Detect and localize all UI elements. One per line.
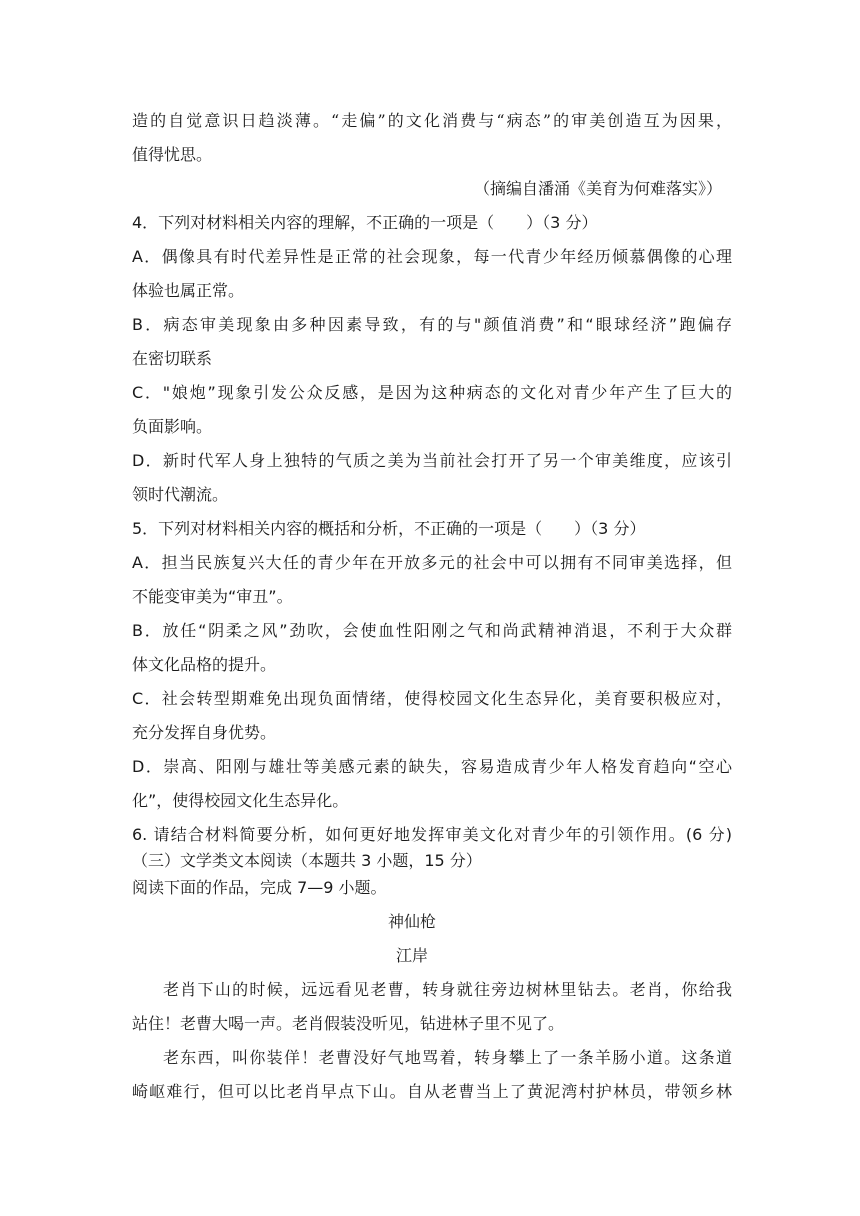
option-line: 负面影响。 — [132, 417, 213, 436]
option-line: 不能变审美为“审丑”。 — [132, 587, 293, 606]
option-line: 在密切联系 — [132, 349, 213, 368]
question-4: 4．下列对材料相关内容的理解，不正确的一项是（ ）（3 分） — [132, 213, 598, 232]
option-line: 体文化品格的提升。 — [132, 655, 277, 674]
story-author: 江岸 — [395, 946, 428, 965]
text-line: 值得忧思。 — [132, 145, 213, 164]
source-citation: （摘编自潘涌《美育为何难落实》） — [473, 179, 722, 198]
option-line: D．崇高、阳刚与雄壮等美感元素的缺失，容易造成青少年人格发育趋向“空心 — [132, 757, 732, 776]
story-title: 神仙枪 — [387, 912, 436, 931]
text-line: 造的自觉意识日趋淡薄。“走偏”的文化消费与“病态”的审美创造互为因果， — [132, 111, 732, 130]
option-line: 体验也属正常。 — [132, 281, 245, 300]
option-line: 领时代潮流。 — [132, 485, 229, 504]
option-line: D．新时代军人身上独特的气质之美为当前社会打开了另一个审美维度，应该引 — [132, 451, 732, 470]
option-line: A．偶像具有时代差异性是正常的社会现象，每一代青少年经历倾慕偶像的心理 — [132, 247, 732, 266]
option-line: B．放任“阴柔之风”劲吹，会使血性阳刚之气和尚武精神消退，不利于大众群 — [132, 621, 732, 640]
option-line: 化”，使得校园文化生态异化。 — [132, 791, 349, 810]
paragraph-line: 老肖下山的时候，远远看见老曹，转身就往旁边树林里钻去。老肖，你给我 — [163, 980, 732, 999]
section-heading: （三）文学类文本阅读（本题共 3 小题，15 分） — [132, 851, 482, 870]
question-6: 6. 请结合材料简要分析，如何更好地发挥审美文化对青少年的引领作用。(6 分) — [132, 825, 732, 844]
paragraph-line: 崎岖难行，但可以比老肖早点下山。自从老曹当上了黄泥湾村护林员，带领乡林 — [132, 1082, 732, 1101]
reading-instruction: 阅读下面的作品，完成 7—9 小题。 — [132, 878, 387, 897]
option-line: B．病态审美现象由多种因素导致，有的与"颜值消费”和“眼球经济”跑偏存 — [132, 315, 732, 334]
question-5: 5．下列对材料相关内容的概括和分析，不正确的一项是（ ）（3 分） — [132, 519, 646, 538]
option-line: C．"娘炮”现象引发公众反感，是因为这种病态的文化对青少年产生了巨大的 — [132, 383, 732, 402]
option-line: 充分发挥自身优势。 — [132, 723, 277, 742]
option-line: C．社会转型期难免出现负面情绪，使得校园文化生态异化，美育要积极应对， — [132, 689, 732, 708]
paragraph-line: 站住！老曹大喝一声。老肖假装没听见，钻进林子里不见了。 — [132, 1014, 565, 1033]
paragraph-line: 老东西，叫你装佯！老曹没好气地骂着，转身攀上了一条羊肠小道。这条道 — [163, 1048, 732, 1067]
option-line: A．担当民族复兴大任的青少年在开放多元的社会中可以拥有不同审美选择，但 — [132, 553, 732, 572]
